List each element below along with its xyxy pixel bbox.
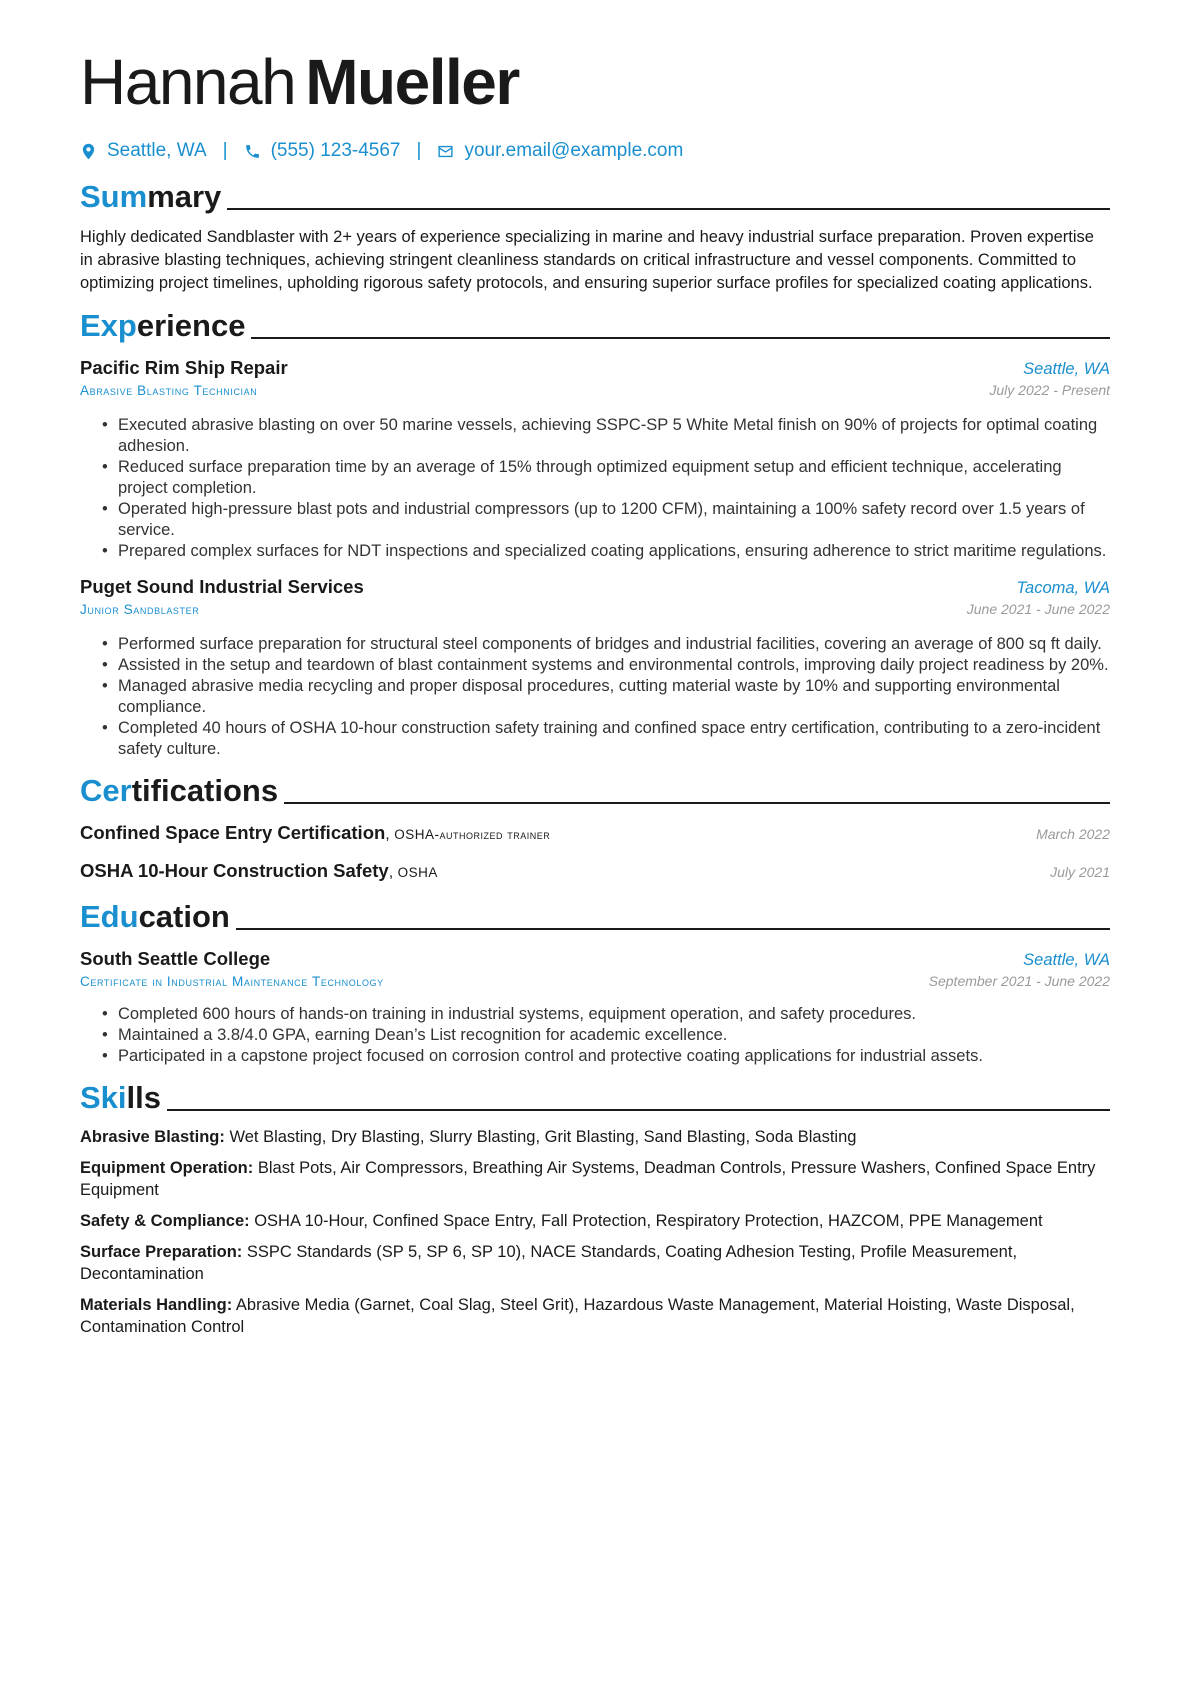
title-accent: Ski (80, 1080, 127, 1115)
section-title (80, 307, 245, 345)
section-rule (167, 1109, 1110, 1111)
skill-label: Surface Preparation: (80, 1243, 243, 1261)
contact-location (80, 140, 207, 162)
bullet-item: • Maintained a 3.8/4.0 GPA, earning Dean’s List recognition for academic excellence. (118, 1025, 1110, 1046)
contact-phone[interactable] (244, 140, 401, 162)
job-entry (80, 355, 1110, 562)
bullet-item: • Prepared complex surfaces for NDT inspections and specialized coating applications, ensuring adherence to strict maritime regulations. (118, 541, 1110, 562)
cert-name: Confined Space Entry Certification (80, 822, 386, 843)
job-dates: July 2022 - Present (989, 382, 1110, 398)
education-entry (80, 946, 1110, 1067)
map-pin-icon (80, 143, 97, 160)
job-entry (80, 574, 1110, 760)
job-location: Seattle, WA (1023, 360, 1110, 378)
cert-issuer: OSHA (397, 865, 438, 880)
title-accent: Exp (80, 308, 137, 343)
certification-item: Confined Space Entry Certification, OSHA-authorized trainer March 2022 (80, 820, 1110, 848)
education-heading (80, 894, 1110, 936)
bullet-item: • Reduced surface preparation time by an average of 15% through optimized equipment setup and efficient technique, accelerating project completion. (118, 457, 1110, 499)
contact-separator: | (222, 140, 228, 161)
phone-icon (244, 143, 261, 160)
job-title: Abrasive Blasting Technician (80, 383, 258, 398)
job-title: Junior Sandblaster (80, 602, 200, 617)
candidate-name (80, 44, 1110, 120)
skill-row (80, 1126, 1110, 1148)
skill-label: Equipment Operation: (80, 1159, 254, 1177)
summary-heading (80, 174, 1110, 216)
bullet-item: • Performed surface preparation for structural steel components of bridges and industrial facilities, covering an average of 800 sq ft daily. (118, 634, 1110, 655)
certification-item: OSHA 10-Hour Construction Safety, OSHA July 2021 (80, 858, 1110, 886)
title-rest: lls (126, 1080, 161, 1115)
section-rule (284, 802, 1110, 804)
bullet-item: • Participated in a capstone project focused on corrosion control and protective coating applications for industrial assets. (118, 1046, 1110, 1067)
bullet-item: • Completed 600 hours of hands-on training in industrial systems, equipment operation, and safety procedures. (118, 1004, 1110, 1025)
section-title (80, 1079, 161, 1117)
section-rule (236, 928, 1110, 930)
title-accent: Cer (80, 773, 132, 808)
title-rest: tifications (131, 773, 279, 808)
bullet-item: • Assisted in the setup and teardown of blast containment systems and environmental controls, improving daily project readiness by 20%. (118, 655, 1110, 676)
skill-row (80, 1157, 1110, 1201)
title-accent: Sum (80, 179, 148, 214)
envelope-icon (437, 143, 454, 160)
contact-bar (80, 136, 1110, 166)
skill-row (80, 1210, 1110, 1232)
skill-row (80, 1294, 1110, 1338)
summary-text: Highly dedicated Sandblaster with 2+ years of experience specializing in marine and heavy industrial surface preparation. Proven expertise in abrasive blasting techniques, achieving stringent cleanliness standards on critical infrastructure and vessel components. Committed to optimizing project timelines, upholding rigorous safety protocols, and ensuring superior surface profiles for specialized coating applications. (80, 228, 1094, 292)
bullet-item: • Completed 40 hours of OSHA 10-hour construction safety training and confined space entry certification, contributing to a zero-incident safety culture. (118, 718, 1110, 760)
phone-text: (555) 123-4567 (270, 140, 401, 161)
job-bullets (80, 415, 1110, 562)
contact-email[interactable] (437, 140, 683, 162)
email-link[interactable]: your.email@example.com (464, 140, 684, 161)
skill-value: SSPC Standards (SP 5, SP 6, SP 10), NACE Standards, Coating Adhesion Testing, Profile Measurement, Decontamination (80, 1243, 1018, 1283)
title-rest: erience (136, 308, 246, 343)
job-location: Tacoma, WA (1016, 579, 1110, 597)
bullet-item: • Operated high-pressure blast pots and industrial compressors (up to 1200 CFM), maintaining a 100% safety record over 1.5 years of service. (118, 499, 1110, 541)
cert-issuer: OSHA-authorized trainer (394, 827, 551, 842)
section-title (80, 898, 230, 936)
cert-date: July 2021 (1050, 864, 1110, 880)
education-bullets (80, 1004, 1110, 1067)
title-accent: Edu (80, 899, 139, 934)
certifications-heading (80, 768, 1110, 810)
title-rest: cation (138, 899, 230, 934)
skill-value: Blast Pots, Air Compressors, Breathing Air Systems, Deadman Controls, Pressure Washers, Confined Space Entry Equipment (80, 1159, 1096, 1199)
cert-name: OSHA 10-Hour Construction Safety (80, 860, 389, 881)
skill-label: Materials Handling: (80, 1296, 233, 1314)
company-name: Pacific Rim Ship Repair (80, 357, 288, 378)
school-name: South Seattle College (80, 948, 271, 969)
skill-value: Wet Blasting, Dry Blasting, Slurry Blasting, Grit Blasting, Sand Blasting, Soda Blasting (229, 1128, 857, 1146)
section-title (80, 772, 278, 810)
section-rule (227, 208, 1110, 210)
skill-value: OSHA 10-Hour, Confined Space Entry, Fall Protection, Respiratory Protection, HAZCOM, PPE Management (254, 1212, 1043, 1230)
education-dates: September 2021 - June 2022 (928, 973, 1110, 989)
contact-separator: | (416, 140, 422, 161)
section-title (80, 178, 221, 216)
cert-date: March 2022 (1036, 826, 1110, 842)
experience-heading (80, 303, 1110, 345)
bullet-item: • Managed abrasive media recycling and proper disposal procedures, cutting material waste by 10% and supporting environmental compliance. (118, 676, 1110, 718)
company-name: Puget Sound Industrial Services (80, 576, 364, 597)
first-name: Hannah (80, 46, 296, 118)
skill-label: Safety & Compliance: (80, 1212, 250, 1230)
job-bullets (80, 634, 1110, 760)
skill-row (80, 1241, 1110, 1285)
title-rest: mary (147, 179, 222, 214)
skills-heading (80, 1075, 1110, 1117)
skill-label: Abrasive Blasting: (80, 1128, 225, 1146)
section-rule (251, 337, 1110, 339)
last-name: Mueller (305, 46, 519, 118)
bullet-item: • Executed abrasive blasting on over 50 marine vessels, achieving SSPC-SP 5 White Metal finish on 90% of projects for optimal coating adhesion. (118, 415, 1110, 457)
location-text: Seattle, WA (107, 140, 207, 161)
skill-value: Abrasive Media (Garnet, Coal Slag, Steel Grit), Hazardous Waste Management, Material Hoisting, Waste Disposal, Contamination Control (80, 1296, 1075, 1336)
degree-name: Certificate in Industrial Maintenance Technology (80, 974, 384, 989)
job-dates: June 2021 - June 2022 (966, 601, 1110, 617)
school-location: Seattle, WA (1023, 951, 1110, 969)
